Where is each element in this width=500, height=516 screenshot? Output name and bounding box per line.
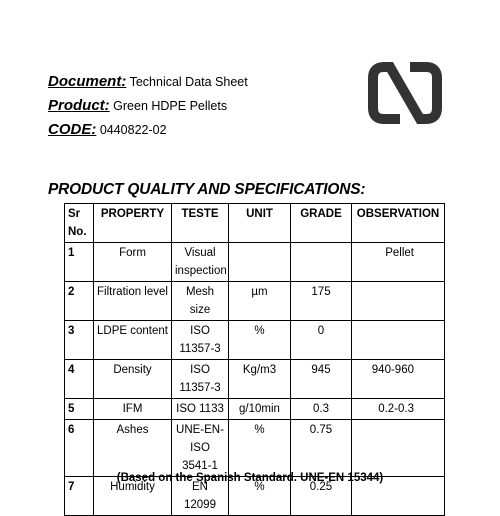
document-value: Technical Data Sheet xyxy=(129,75,248,89)
cell-observation: 940-960 xyxy=(352,360,445,399)
document-line xyxy=(48,70,248,94)
col-observation-header: OBSERVATION xyxy=(352,204,445,243)
cell-sr: 6 xyxy=(65,420,94,477)
cell-property: Ashes xyxy=(94,420,172,477)
cell-grade: 0.3 xyxy=(291,399,352,420)
cell-property: Form xyxy=(94,243,172,282)
col-teste-header: TESTE xyxy=(172,204,229,243)
table-row xyxy=(65,399,445,420)
product-label: Product: xyxy=(48,97,110,114)
logo-shape xyxy=(373,67,437,119)
cell-grade: 945 xyxy=(291,360,352,399)
cell-sr: 7 xyxy=(65,477,94,516)
table-row xyxy=(65,243,445,282)
cell-teste: Mesh size xyxy=(172,282,229,321)
cell-unit xyxy=(229,243,291,282)
cell-observation xyxy=(352,321,445,360)
spec-table xyxy=(64,203,445,516)
cell-unit: % xyxy=(229,420,291,477)
cell-sr: 3 xyxy=(65,321,94,360)
document-meta xyxy=(48,70,248,142)
cell-sr: 1 xyxy=(65,243,94,282)
cell-property: Humidity xyxy=(94,477,172,516)
cell-unit: % xyxy=(229,321,291,360)
chain-link-logo-icon xyxy=(366,58,444,128)
table-row xyxy=(65,360,445,399)
col-property-header: PROPERTY xyxy=(94,204,172,243)
code-line xyxy=(48,118,248,142)
cell-observation xyxy=(352,282,445,321)
table-row xyxy=(65,282,445,321)
cell-teste: EN 12099 xyxy=(172,477,229,516)
col-grade-header: GRADE xyxy=(291,204,352,243)
cell-sr: 5 xyxy=(65,399,94,420)
product-line xyxy=(48,94,248,118)
cell-unit: g/10min xyxy=(229,399,291,420)
cell-property: Filtration level xyxy=(94,282,172,321)
cell-sr: 4 xyxy=(65,360,94,399)
cell-grade xyxy=(291,243,352,282)
cell-observation: Pellet xyxy=(352,243,445,282)
cell-teste: Visual inspection xyxy=(172,243,229,282)
cell-property: Density xyxy=(94,360,172,399)
code-value: 0440822-02 xyxy=(99,123,167,137)
cell-property: IFM xyxy=(94,399,172,420)
cell-grade: 175 xyxy=(291,282,352,321)
cell-teste: ISO 11357-3 xyxy=(172,360,229,399)
cell-grade: 0 xyxy=(291,321,352,360)
cell-observation: 0.2-0.3 xyxy=(352,399,445,420)
cell-teste: ISO 11357-3 xyxy=(172,321,229,360)
table-row xyxy=(65,420,445,477)
footnote: (Based on the Spanish Standard. UNE-EN 15344) xyxy=(116,472,384,484)
code-label: CODE: xyxy=(48,121,97,138)
product-value: Green HDPE Pellets xyxy=(113,99,228,113)
cell-teste: UNE-EN-ISO 3541-1 xyxy=(172,420,229,477)
cell-property: LDPE content xyxy=(94,321,172,360)
cell-unit: Kg/m3 xyxy=(229,360,291,399)
cell-teste: ISO 1133 xyxy=(172,399,229,420)
table-header-row xyxy=(65,204,445,243)
col-unit-header: UNIT xyxy=(229,204,291,243)
document-label: Document: xyxy=(48,73,127,90)
cell-unit: µm xyxy=(229,282,291,321)
col-sr-header: Sr No. xyxy=(65,204,94,243)
cell-observation xyxy=(352,420,445,477)
table-row xyxy=(65,321,445,360)
cell-sr: 2 xyxy=(65,282,94,321)
cell-grade: 0.75 xyxy=(291,420,352,477)
section-title: PRODUCT QUALITY AND SPECIFICATIONS: xyxy=(48,181,366,198)
cell-grade: 0.25 xyxy=(291,477,352,516)
cell-unit: % xyxy=(229,477,291,516)
